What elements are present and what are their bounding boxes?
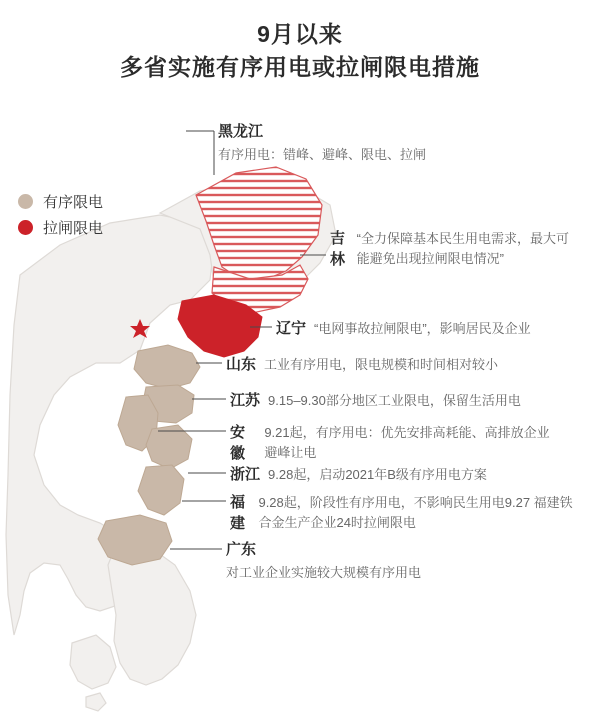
province-label-heilongjiang: 黑龙江 (218, 123, 264, 140)
annotation-anhui (230, 421, 560, 463)
legend-label-cutoff: 拉闸限电 (43, 219, 104, 237)
province-desc-liaoning: “电网事故拉闸限电”，影响居民及企业 (314, 321, 531, 336)
province-label-zhejiang: 浙江 (230, 466, 261, 483)
province-label-shandong: 山东 (226, 356, 257, 373)
legend-swatch-cutoff-icon (18, 220, 33, 235)
annotation-zhejiang (230, 463, 487, 484)
province-desc-zhejiang: 9.28起，启动2021年B级有序用电方案 (268, 467, 487, 482)
annotation-jilin (330, 227, 580, 269)
annotation-shandong (226, 353, 498, 374)
province-desc-guangdong: 对工业企业实施较大规模有序用电 (226, 565, 422, 580)
annotation-liaoning (276, 317, 531, 338)
legend-item-orderly (18, 188, 158, 214)
legend-swatch-orderly-icon (18, 194, 33, 209)
annotation-heilongjiang (218, 120, 426, 164)
legend (18, 188, 158, 240)
province-desc-shandong: 工业有序用电，限电规模和时间相对较小 (264, 357, 499, 372)
province-guangdong (98, 515, 172, 565)
province-desc-anhui: 9.21起，有序用电：优先安排高耗能、高排放企业避峰让电 (264, 425, 550, 460)
province-fujian (138, 465, 184, 515)
province-label-fujian: 福建 (230, 494, 246, 532)
annotation-fujian (230, 491, 580, 533)
province-label-jiangsu: 江苏 (230, 392, 261, 409)
province-desc-jilin: “全力保障基本民生用电需求，最大可能避免出现拉闸限电情况” (356, 231, 569, 266)
province-label-anhui: 安徽 (230, 424, 246, 462)
province-label-guangdong: 广东 (226, 541, 257, 558)
province-desc-jiangsu: 9.15–9.30部分地区工业限电，保留生活用电 (268, 393, 521, 408)
title-line-2: 多省实施有序用电或拉闸限电措施 (120, 54, 480, 80)
annotation-jiangsu (230, 389, 521, 410)
province-shandong (134, 345, 200, 389)
province-zhejiang (146, 425, 192, 469)
annotation-guangdong (226, 538, 421, 582)
title-line-1: 9月以来 (257, 21, 343, 47)
legend-item-cutoff (18, 214, 158, 240)
province-desc-fujian: 9.28起，阶段性有序用电，不影响民生用电9.27 福建铁合金生产企业24时拉闸限电 (258, 495, 573, 530)
page-title (0, 18, 600, 84)
province-label-jilin: 吉林 (330, 230, 346, 268)
legend-label-orderly: 有序限电 (43, 193, 104, 211)
province-label-liaoning: 辽宁 (276, 320, 307, 337)
province-desc-heilongjiang: 有序用电：错峰、避峰、限电、拉闸 (218, 147, 427, 162)
